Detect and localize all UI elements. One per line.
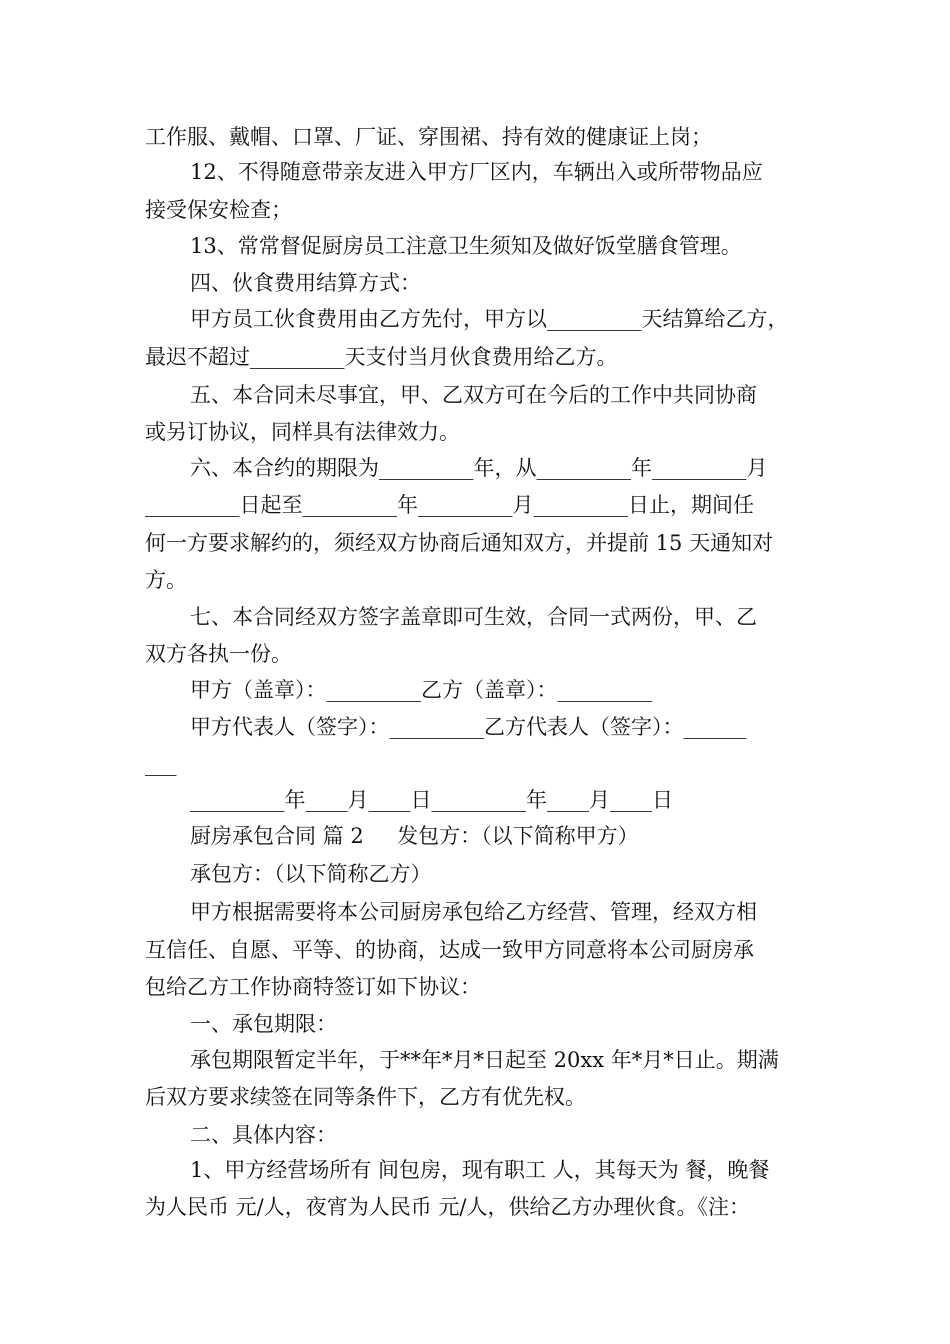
- text-line: 包给乙方工作协商特签订如下协议：: [145, 975, 481, 999]
- text-line: 13、常常督促厨房员工注意卫生须知及做好饭堂膳食管理。: [190, 234, 742, 258]
- text-line: 承包方：（以下简称乙方）: [190, 862, 432, 886]
- text-line: 最迟不超过_________天支付当月伙食费用给乙方。: [145, 345, 618, 369]
- text-line: 12、不得随意带亲友进入甲方厂区内，车辆出入或所带物品应: [190, 160, 763, 184]
- text-line: 五、本合同未尽事宜，甲、乙双方可在今后的工作中共同协商: [190, 383, 757, 407]
- text-line: _________年____月____日_________年____月____日: [190, 788, 673, 812]
- text-line: 四、伙食费用结算方式：: [190, 271, 421, 295]
- text-line: 为人民币 元/人，夜宵为人民币 元/人，供给乙方办理伙食。《注：: [145, 1195, 750, 1219]
- text-line: 甲方（盖章）：_________乙方（盖章）：_________: [190, 678, 652, 702]
- text-line: 互信任、自愿、平等、的协商，达成一致甲方同意将本公司厨房承: [145, 938, 754, 962]
- text-line: 甲方员工伙食费用由乙方先付，甲方以_________天结算给乙方，: [190, 307, 789, 331]
- text-line: 或另订协议，同样具有法律效力。: [145, 420, 460, 444]
- text-line: 六、本合约的期限为_________年，从_________年_________月: [190, 456, 768, 480]
- text-line: ___: [145, 752, 177, 776]
- text-line: 后双方要求续签在同等条件下，乙方有优先权。: [145, 1085, 586, 1109]
- text-line: 甲方代表人（签字）：_________乙方代表人（签字）：______: [190, 715, 747, 739]
- text-line: 工作服、戴帽、口罩、厂证、穿围裙、持有效的健康证上岗；: [145, 125, 712, 149]
- text-line: 承包期限暂定半年，于**年*月*日起至 20xx 年*月*日止。期满: [190, 1048, 779, 1072]
- text-line: 何一方要求解约的，须经双方协商后通知双方，并提前 15 天通知对: [145, 531, 774, 555]
- text-line: 一、承包期限：: [190, 1012, 337, 1036]
- text-line: 接受保安检查；: [145, 198, 292, 222]
- text-line: 厨房承包合同 篇 2 发包方：（以下简称甲方）: [190, 824, 639, 848]
- text-line: 双方各执一份。: [145, 642, 292, 666]
- text-line: 七、本合同经双方签字盖章即可生效，合同一式两份，甲、乙: [190, 605, 757, 629]
- text-line: 甲方根据需要将本公司厨房承包给乙方经营、管理，经双方相: [190, 900, 757, 924]
- text-line: _________日起至_________年_________月_________日止，期间任: [145, 493, 754, 517]
- text-line: 方。: [145, 568, 187, 592]
- text-line: 1、甲方经营场所有 间包房，现有职工 人，其每天为 餐，晚餐: [190, 1158, 770, 1182]
- text-line: 二、具体内容：: [190, 1123, 337, 1147]
